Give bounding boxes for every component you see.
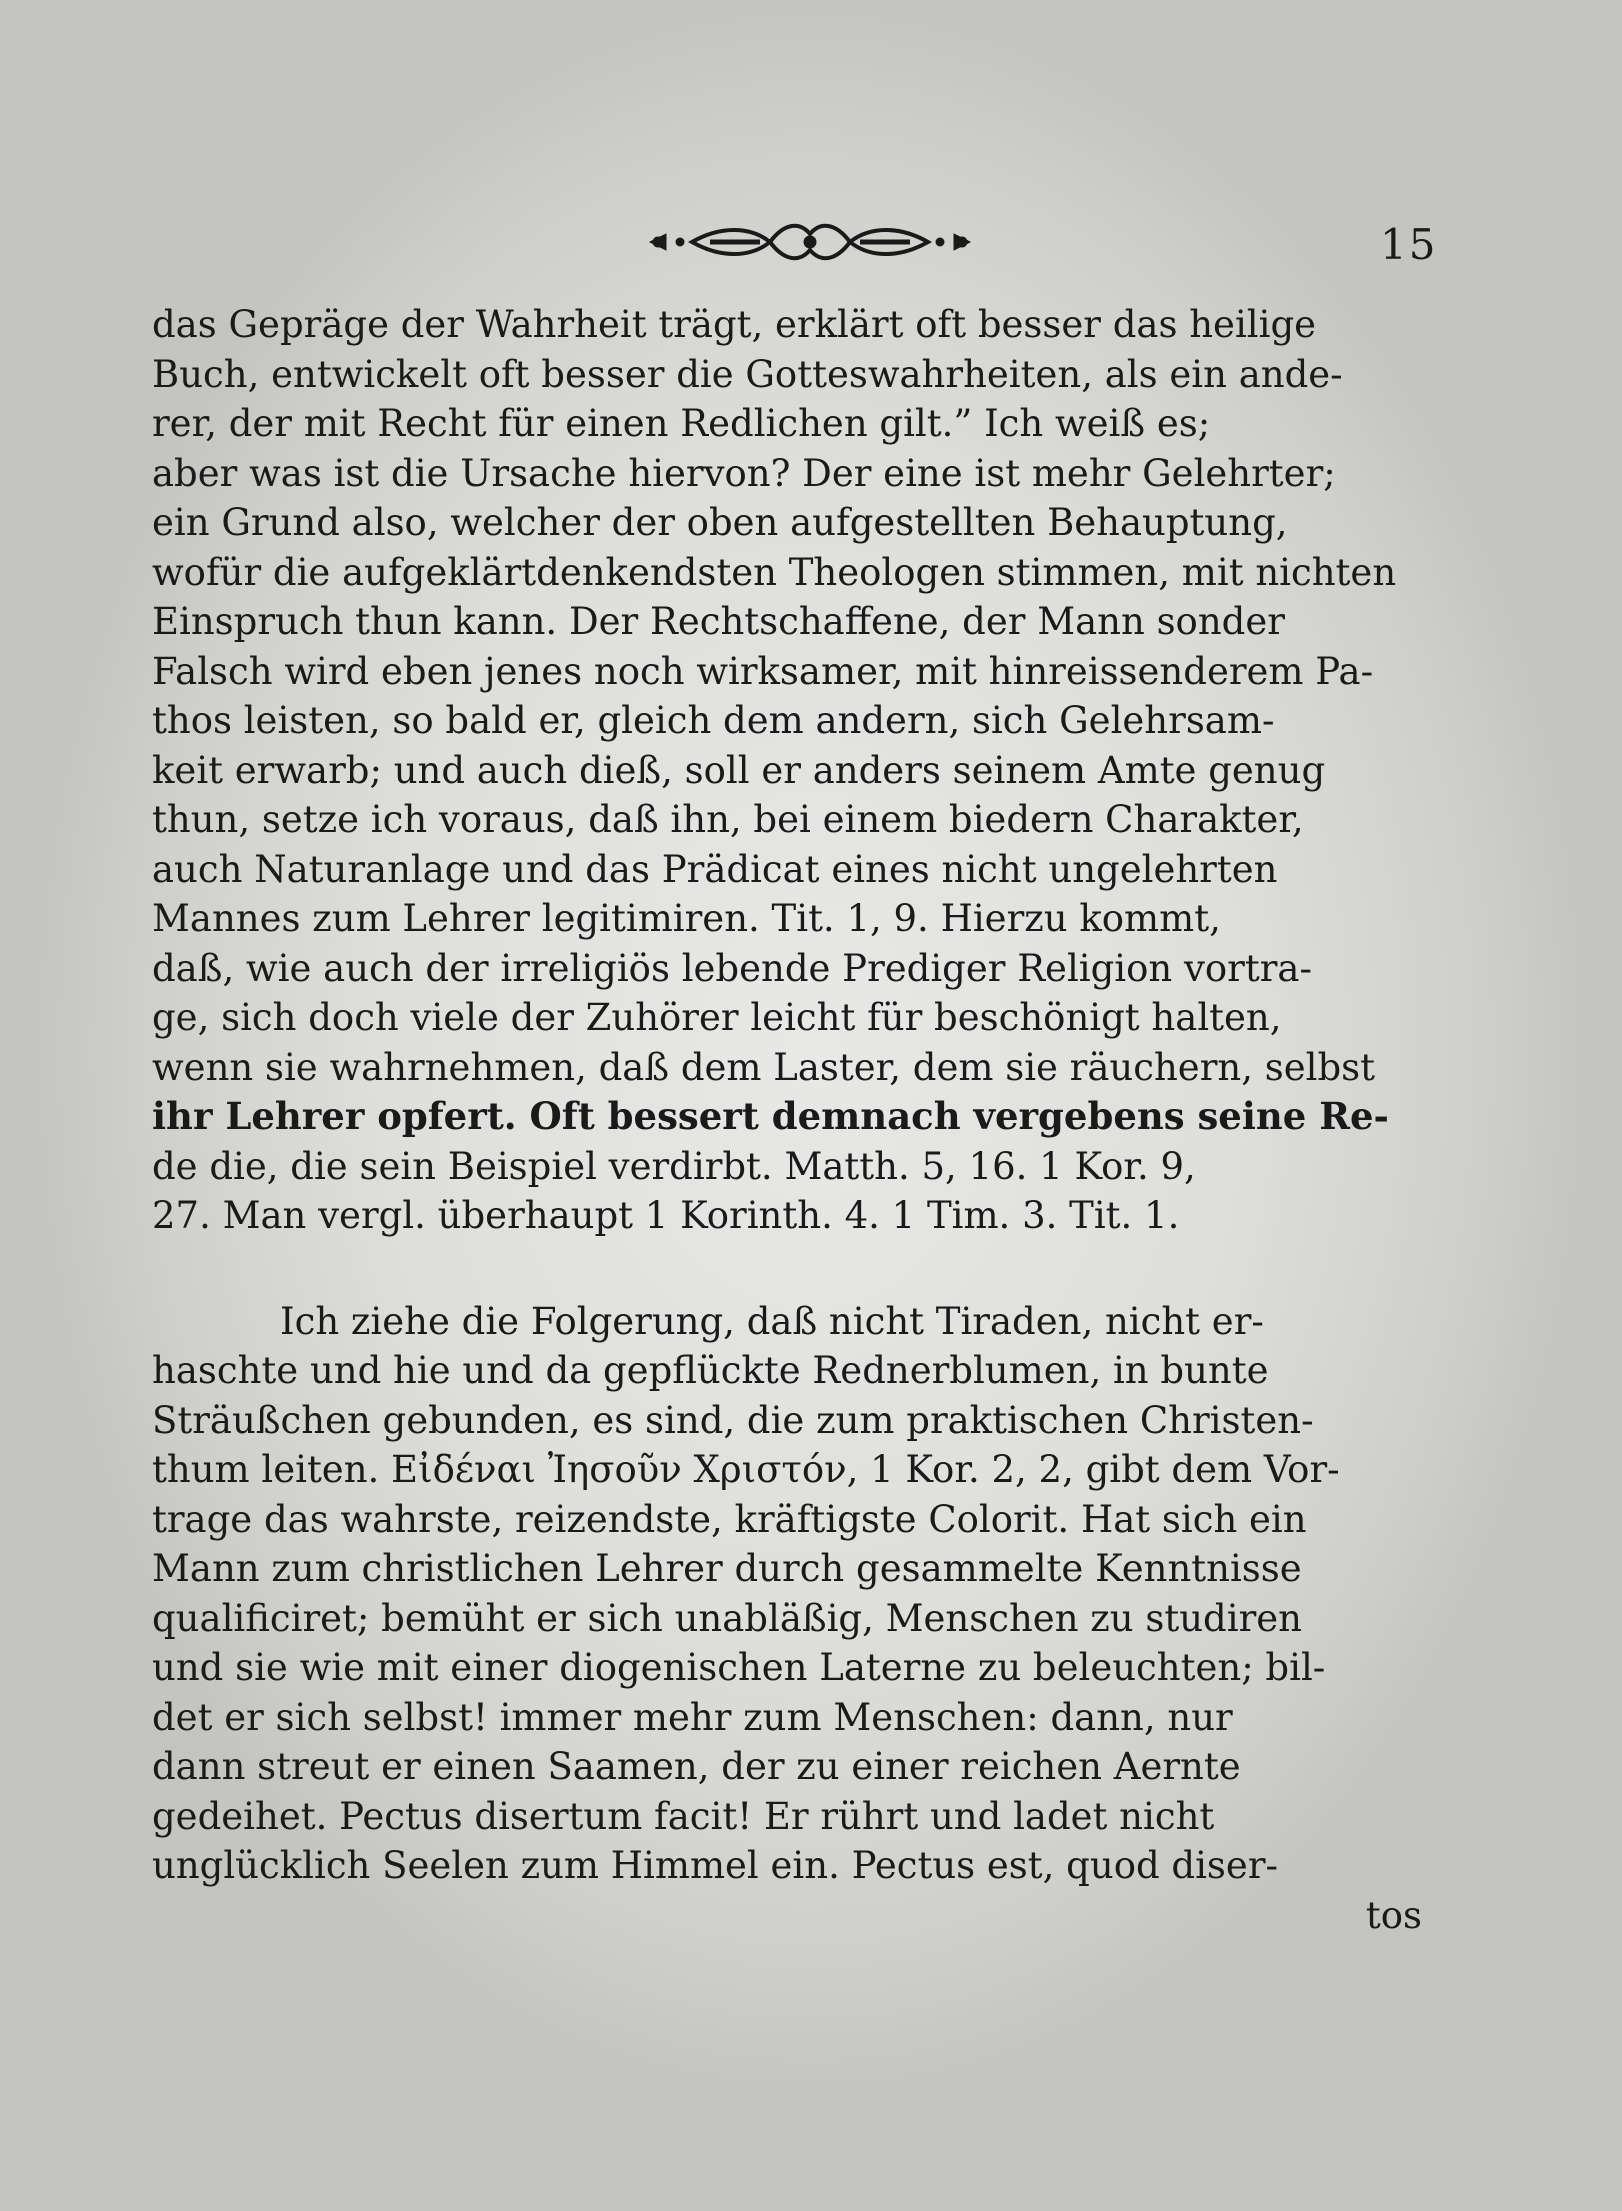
text-line: Falsch wird eben jenes noch wirksamer, mit hinreissenderem Pa-: [152, 649, 1374, 693]
text-line: und sie wie mit einer diogenischen Laterne zu beleuchten; bil-: [152, 1646, 1326, 1689]
text-line: dann streut er einen Saamen, der zu einer reichen Aernte: [152, 1745, 1241, 1788]
text-line: thos leisten, so bald er, gleich dem andern, sich Gelehrsam-: [152, 699, 1275, 742]
text-line: rer, der mit Recht für einen Redlichen gilt.” Ich weiß es;: [152, 402, 1211, 445]
page-number: 15: [1380, 220, 1438, 269]
text-line: keit erwarb; und auch dieß, soll er anders seinem Amte genug: [152, 748, 1326, 792]
text-line: wenn sie wahrnehmen, daß dem Laster, dem sie räuchern, selbst: [152, 1045, 1376, 1089]
text-line: das Gepräge der Wahrheit trägt, erklärt oft besser das heilige: [152, 303, 1317, 346]
catchword: tos: [1365, 1893, 1422, 1937]
main-text: [152, 300, 1432, 1940]
text-line: gedeihet. Pectus disertum facit! Er rührt und ladet nicht: [152, 1794, 1215, 1838]
text-line: Ich ziehe die Folgerung, daß nicht Tiraden, nicht er-: [280, 1299, 1264, 1343]
text-line: thun, setze ich voraus, daß ihn, bei einem biedern Charakter,: [152, 798, 1304, 841]
text-line: trage das wahrste, reizendste, kräftigste Colorit. Hat sich ein: [152, 1497, 1307, 1541]
text-line: det er sich selbst! immer mehr zum Menschen: dann, nur: [152, 1695, 1233, 1739]
floral-ornament-icon: [640, 212, 980, 272]
text-line: Buch, entwickelt oft besser die Gotteswahrheiten, als ein ande-: [152, 352, 1343, 396]
text-line: aber was ist die Ursache hiervon? Der eine ist mehr Gelehrter;: [152, 451, 1336, 495]
paragraph-1: [152, 300, 1432, 1241]
text-line: 27. Man vergl. überhaupt 1 Korinth. 4. 1 Tim. 3. Tit. 1.: [152, 1194, 1180, 1237]
text-line: Einspruch thun kann. Der Rechtschaffene, der Mann sonder: [152, 600, 1285, 643]
paragraph-gap: [152, 1241, 1432, 1297]
text-line: Mann zum christlichen Lehrer durch gesammelte Kenntnisse: [152, 1547, 1302, 1590]
text-line: de die, die sein Beispiel verdirbt. Matth. 5, 16. 1 Kor. 9,: [152, 1144, 1196, 1188]
text-line: auch Naturanlage und das Prädicat eines nicht ungelehrten: [152, 847, 1278, 891]
text-line: wofür die aufgeklärtdenkendsten Theologen stimmen, mit nichten: [152, 550, 1397, 594]
text-line: ein Grund also, welcher der oben aufgestellten Behauptung,: [152, 501, 1288, 544]
text-line: Mannes zum Lehrer legitimiren. Tit. 1, 9. Hierzu kommt,: [152, 897, 1221, 940]
paragraph-2: [152, 1297, 1432, 1941]
text-line: ge, sich doch viele der Zuhörer leicht für beschönigt halten,: [152, 996, 1282, 1039]
text-line: Sträußchen gebunden, es sind, die zum praktischen Christen-: [152, 1398, 1314, 1442]
text-line: thum leiten. Εἰδέναι Ἰησοῦν Χριστόν, 1 Kor. 2, 2, gibt dem Vor-: [152, 1448, 1340, 1491]
text-line: haschte und hie und da gepflückte Rednerblumen, in bunte: [152, 1349, 1269, 1392]
text-line: ihr Lehrer opfert. Oft bessert demnach vergebens seine Re-: [152, 1094, 1389, 1138]
text-line: unglücklich Seelen zum Himmel ein. Pectus est, quod diser-: [152, 1844, 1279, 1887]
text-line: qualificiret; bemüht er sich unabläßig, Menschen zu studiren: [152, 1596, 1302, 1640]
text-line: daß, wie auch der irreligiös lebende Prediger Religion vortra-: [152, 946, 1312, 990]
